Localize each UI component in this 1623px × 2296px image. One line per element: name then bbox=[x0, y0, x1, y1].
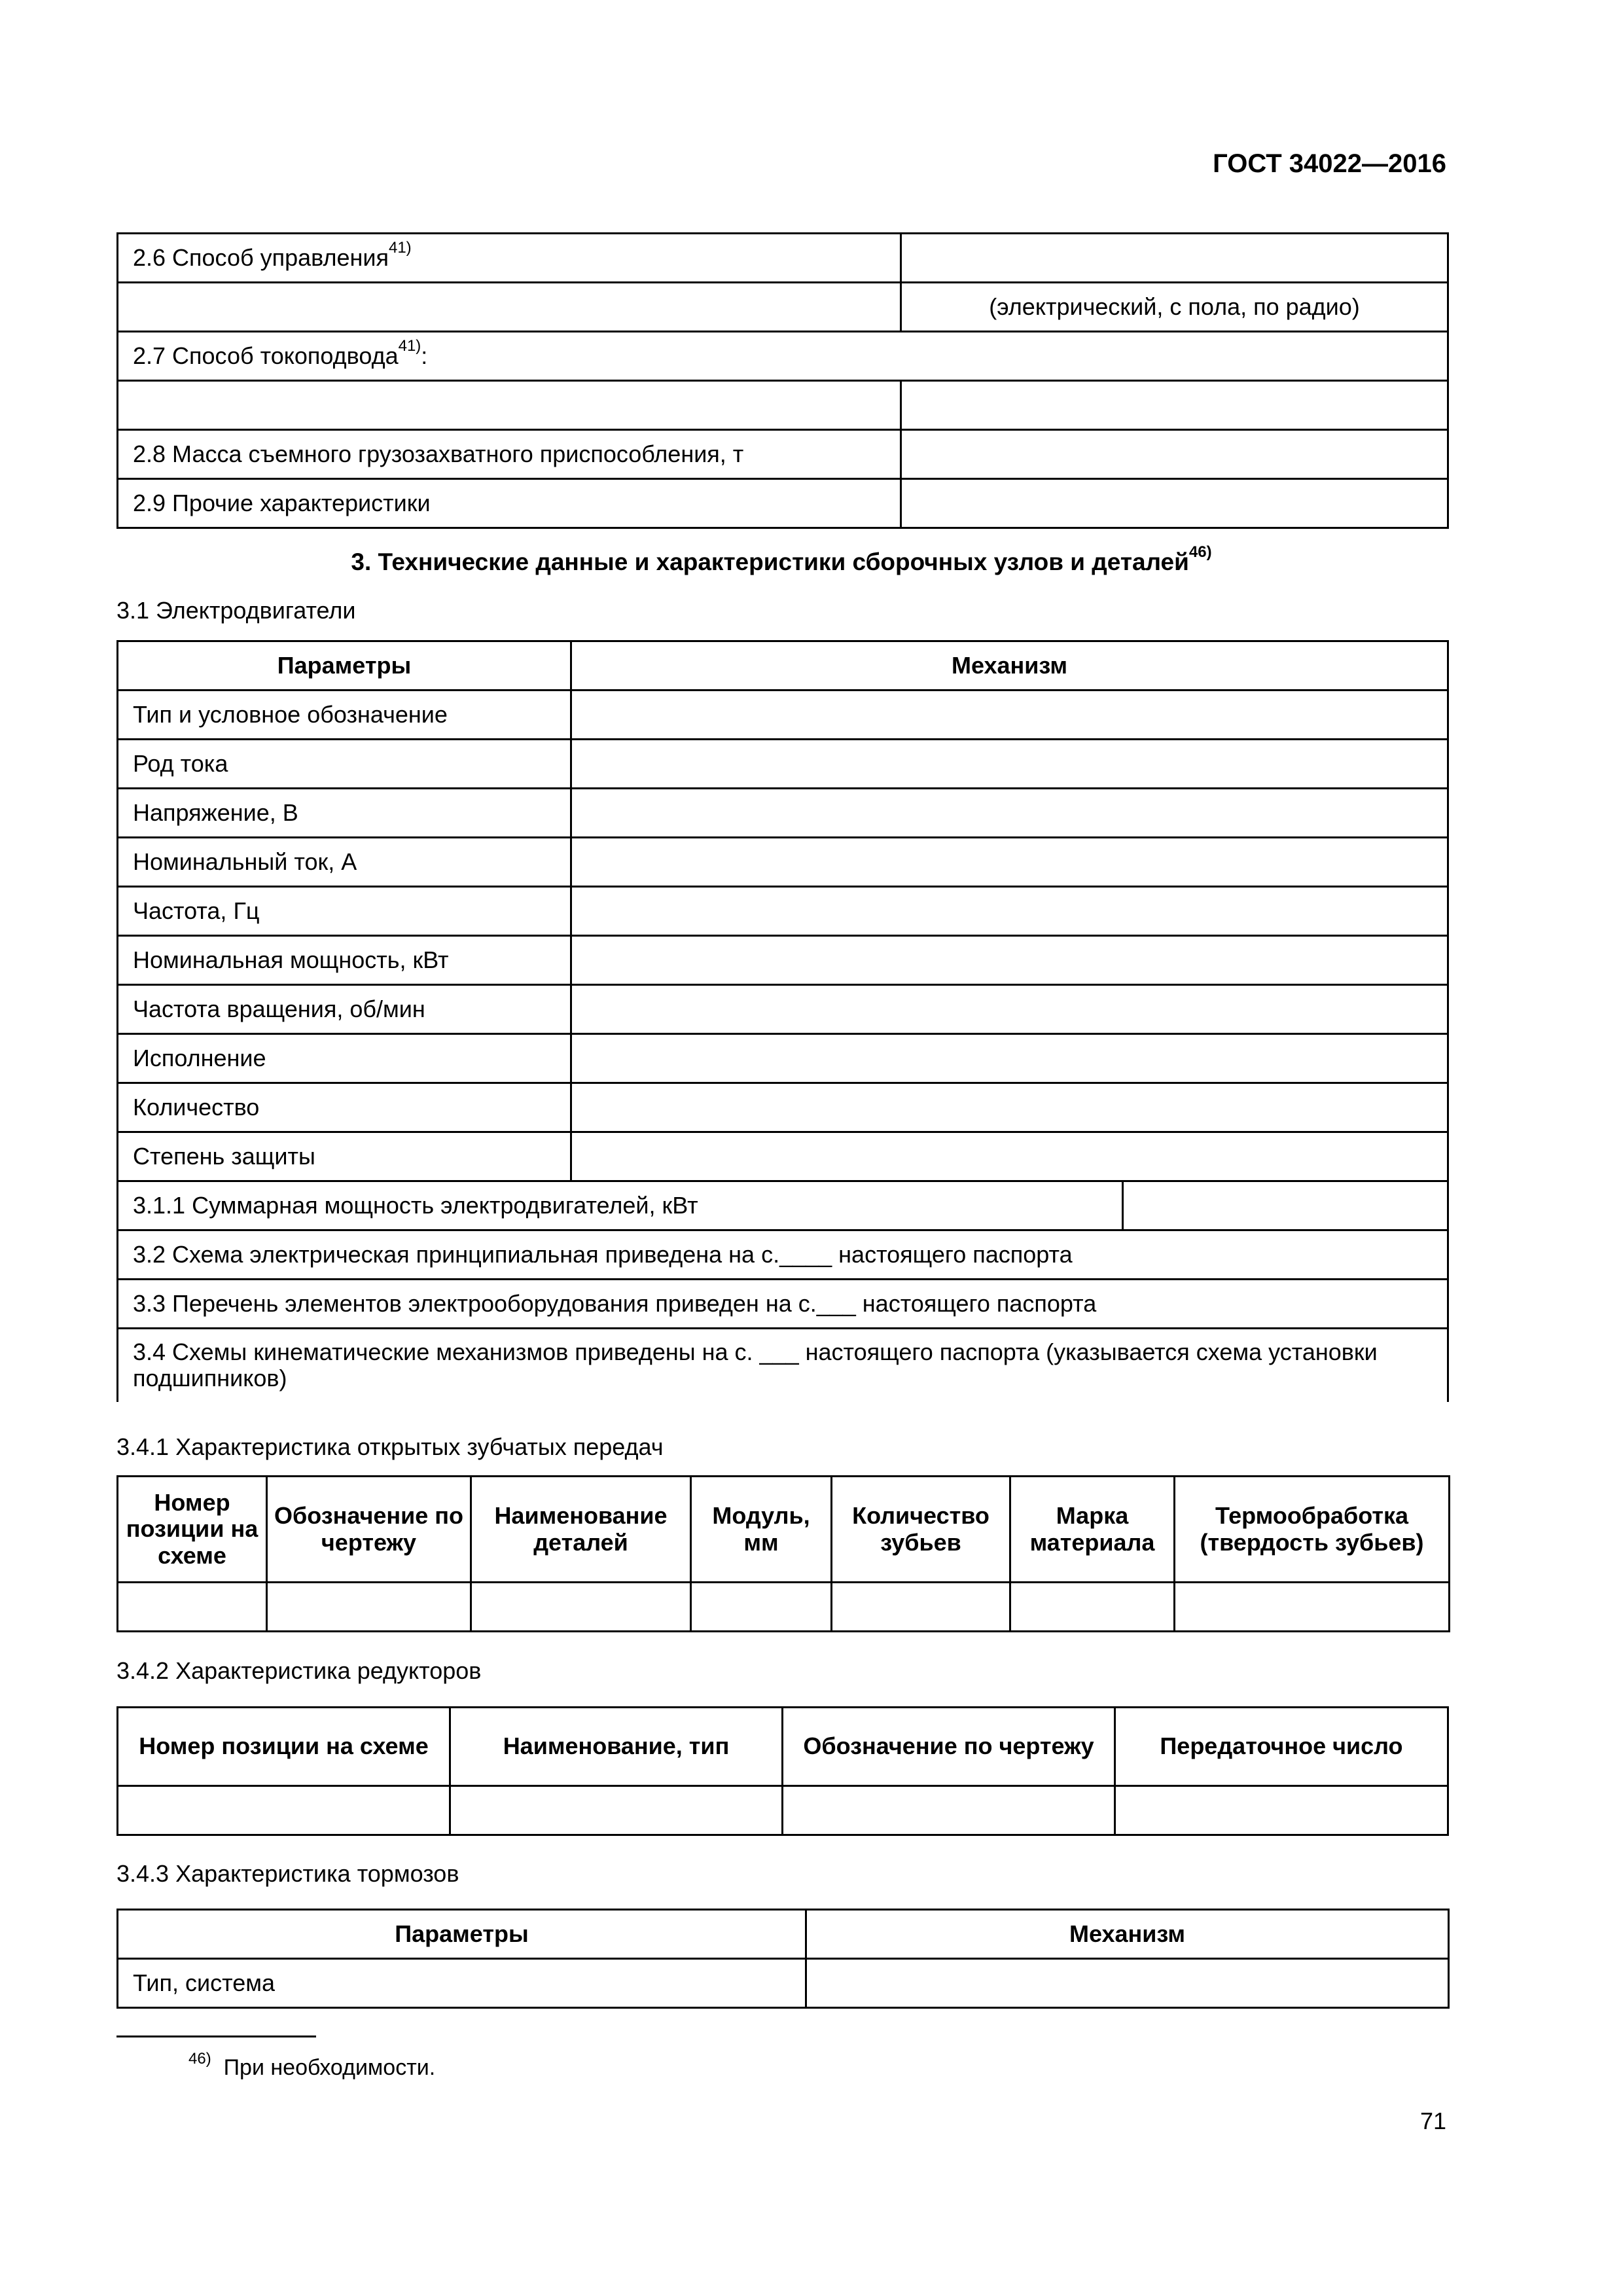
param-label: Частота вращения, об/мин bbox=[118, 985, 571, 1034]
table-row bbox=[118, 430, 1448, 479]
param-value[interactable] bbox=[806, 1959, 1449, 2008]
table-header-row bbox=[118, 641, 1448, 691]
param-value[interactable] bbox=[571, 887, 1448, 936]
table-row bbox=[118, 381, 1448, 430]
table-header-row bbox=[118, 1708, 1448, 1786]
column-header-params: Параметры bbox=[118, 641, 571, 691]
column-header-drawing-designation: Обозначение по чертежу bbox=[783, 1708, 1115, 1786]
param-value[interactable] bbox=[571, 838, 1448, 887]
param-label: Тип и условное обозначение bbox=[118, 691, 571, 740]
param-label: Номинальный ток, А bbox=[118, 838, 571, 887]
footnote: $^{46)}$ При необходимости. bbox=[188, 2050, 436, 2080]
table-row bbox=[118, 283, 1448, 332]
empty-cell[interactable] bbox=[1010, 1583, 1175, 1632]
column-header-mechanism: Механизм bbox=[806, 1910, 1449, 1959]
removable-attachment-mass-label: 2.8 Масса съемного грузозахватного приспособления, т bbox=[118, 430, 901, 479]
param-label: Количество bbox=[118, 1083, 571, 1132]
empty-cell[interactable] bbox=[267, 1583, 471, 1632]
empty-cell[interactable] bbox=[118, 1786, 450, 1835]
other-characteristics-label: 2.9 Прочие характеристики bbox=[118, 479, 901, 528]
table-header-row bbox=[118, 1477, 1450, 1583]
param-value[interactable] bbox=[571, 1132, 1448, 1181]
table-row bbox=[118, 936, 1448, 985]
column-header-position: Номер позиции на схеме bbox=[118, 1708, 450, 1786]
empty-cell[interactable] bbox=[118, 1583, 267, 1632]
column-header-params: Параметры bbox=[118, 1910, 806, 1959]
control-method-label: 2.6 Способ управления$^{41)}$ bbox=[118, 234, 901, 283]
param-value[interactable] bbox=[571, 985, 1448, 1034]
table-row bbox=[118, 887, 1448, 936]
table-row bbox=[118, 1034, 1448, 1083]
param-value[interactable] bbox=[571, 1083, 1448, 1132]
empty-cell[interactable] bbox=[471, 1583, 691, 1632]
page-number: 71 bbox=[1419, 2108, 1446, 2134]
power-supply-label: 2.7 Способ токоподвода$^{41)}$: bbox=[118, 332, 1448, 381]
column-header-module: Модуль, мм bbox=[691, 1477, 832, 1583]
column-header-teeth-count: Количество зубьев bbox=[832, 1477, 1010, 1583]
empty-cell[interactable] bbox=[832, 1583, 1010, 1632]
table-row bbox=[118, 789, 1448, 838]
total-power-label: 3.1.1 Суммарная мощность электродвигателей, кВт bbox=[118, 1181, 1123, 1230]
table-row bbox=[118, 1083, 1448, 1132]
open-gears-table bbox=[116, 1475, 1450, 1632]
subsection-3-4-1-label: 3.4.1 Характеристика открытых зубчатых передач bbox=[116, 1433, 664, 1460]
control-method-hint: (электрический, с пола, по радио) bbox=[901, 283, 1448, 332]
table-row bbox=[118, 1230, 1448, 1280]
subsection-3-4-3-label: 3.4.3 Характеристика тормозов bbox=[116, 1860, 459, 1887]
table-row bbox=[118, 1786, 1448, 1835]
param-value[interactable] bbox=[571, 789, 1448, 838]
empty-cell[interactable] bbox=[691, 1583, 832, 1632]
table-row bbox=[118, 1959, 1449, 2008]
subsection-3-1-label: 3.1 Электродвигатели bbox=[116, 597, 356, 624]
column-header-material-grade: Марка материала bbox=[1010, 1477, 1175, 1583]
footnote-divider bbox=[116, 2036, 316, 2037]
table-row bbox=[118, 332, 1448, 381]
column-header-position: Номер позиции на схеме bbox=[118, 1477, 267, 1583]
empty-cell[interactable] bbox=[901, 381, 1448, 430]
column-header-heat-treatment: Термообработка (твердость зубьев) bbox=[1175, 1477, 1450, 1583]
param-value[interactable] bbox=[571, 1034, 1448, 1083]
param-value[interactable] bbox=[571, 740, 1448, 789]
table-row bbox=[118, 1132, 1448, 1181]
empty-cell[interactable] bbox=[450, 1786, 783, 1835]
equipment-list-text: 3.3 Перечень элементов электрооборудования приведен на с.___ настоящего паспорта bbox=[118, 1280, 1448, 1329]
removable-attachment-mass-value[interactable] bbox=[901, 430, 1448, 479]
document-code: ГОСТ 34022—2016 bbox=[1213, 149, 1446, 178]
param-label: Частота, Гц bbox=[118, 887, 571, 936]
param-value[interactable] bbox=[571, 691, 1448, 740]
brakes-table bbox=[116, 1909, 1450, 2009]
column-header-mechanism: Механизм bbox=[571, 641, 1448, 691]
empty-cell bbox=[118, 283, 901, 332]
table-row bbox=[118, 1181, 1448, 1230]
table-row bbox=[118, 838, 1448, 887]
kinematic-schemes-text: 3.4 Схемы кинематические механизмов приведены на с. ___ настоящего паспорта (указывается схема установки подшипников) bbox=[118, 1329, 1448, 1402]
motors-table bbox=[116, 640, 1449, 1402]
other-characteristics-value[interactable] bbox=[901, 479, 1448, 528]
table-row bbox=[118, 234, 1448, 283]
column-header-part-name: Наименование деталей bbox=[471, 1477, 691, 1583]
table-row bbox=[118, 1583, 1450, 1632]
electrical-scheme-text: 3.2 Схема электрическая принципиальная приведена на с.____ настоящего паспорта bbox=[118, 1230, 1448, 1280]
reducers-table bbox=[116, 1706, 1449, 1836]
param-label: Тип, система bbox=[118, 1959, 806, 2008]
table-header-row bbox=[118, 1910, 1449, 1959]
param-value[interactable] bbox=[571, 936, 1448, 985]
param-label: Степень защиты bbox=[118, 1132, 571, 1181]
param-label: Род тока bbox=[118, 740, 571, 789]
top-characteristics-table bbox=[116, 232, 1449, 529]
empty-cell[interactable] bbox=[1175, 1583, 1450, 1632]
param-label: Номинальная мощность, кВт bbox=[118, 936, 571, 985]
column-header-gear-ratio: Передаточное число bbox=[1115, 1708, 1448, 1786]
empty-cell[interactable] bbox=[783, 1786, 1115, 1835]
param-label: Напряжение, В bbox=[118, 789, 571, 838]
column-header-drawing-designation: Обозначение по чертежу bbox=[267, 1477, 471, 1583]
table-row bbox=[118, 1280, 1448, 1329]
total-power-value[interactable] bbox=[1123, 1181, 1448, 1230]
table-row bbox=[118, 691, 1448, 740]
table-row bbox=[118, 479, 1448, 528]
subsection-3-4-2-label: 3.4.2 Характеристика редукторов bbox=[116, 1657, 482, 1684]
table-row bbox=[118, 740, 1448, 789]
control-method-value[interactable] bbox=[901, 234, 1448, 283]
param-label: Исполнение bbox=[118, 1034, 571, 1083]
table-row bbox=[118, 985, 1448, 1034]
empty-cell[interactable] bbox=[1115, 1786, 1448, 1835]
table-row bbox=[118, 1329, 1448, 1402]
column-header-name-type: Наименование, тип bbox=[450, 1708, 783, 1786]
section-3-title: 3. Технические данные и характеристики сборочных узлов и деталей$^{46)}$ bbox=[351, 543, 1212, 575]
empty-cell[interactable] bbox=[118, 381, 901, 430]
